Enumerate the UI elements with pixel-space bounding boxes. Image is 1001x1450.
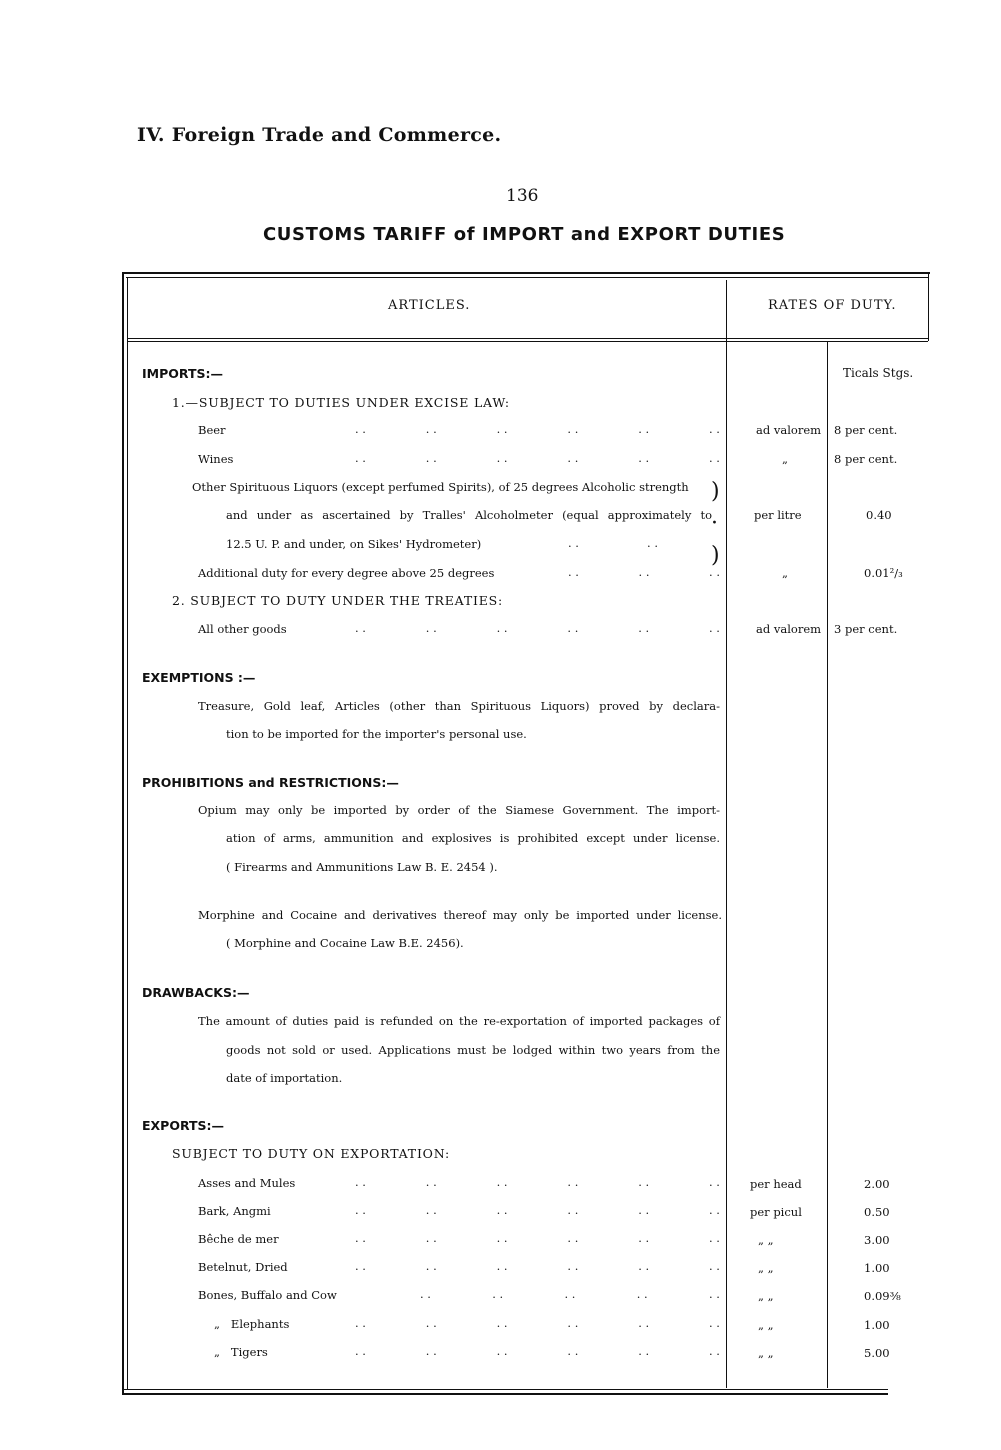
prohibitions-text: ( Morphine and Cocaine Law B.E. 2456). — [226, 936, 464, 950]
imports-heading: IMPORTS:— — [142, 366, 223, 381]
article-name: Asses and Mules — [198, 1176, 296, 1190]
leader-dots: · · · · · · · · · · · · — [355, 1319, 720, 1333]
exemptions-text: tion to be imported for the importer's personal use. — [226, 727, 527, 741]
duty-basis: per picul — [750, 1205, 802, 1219]
exemptions-heading: EXEMPTIONS :— — [142, 670, 256, 685]
table-bottom-rule-2 — [122, 1393, 888, 1395]
drawbacks-text: date of importation. — [226, 1071, 343, 1085]
duty-basis: „ „ — [758, 1318, 774, 1332]
duty-rate: 1.00 — [864, 1318, 890, 1332]
leader-dots: · · · · · · — [568, 568, 720, 582]
article-name: Bêche de mer — [198, 1232, 279, 1246]
article-name: Wines — [198, 452, 234, 466]
article-name: Bark, Angmi — [198, 1204, 271, 1218]
duty-basis: „ „ — [758, 1233, 774, 1247]
imports-subheading-treaties: 2. SUBJECT TO DUTY UNDER THE TREATIES: — [172, 593, 504, 608]
leader-dots: · · · · · · · · · · · · — [355, 624, 720, 638]
duty-basis: „ „ — [758, 1346, 774, 1360]
column-header-rates: RATES OF DUTY. — [768, 298, 897, 313]
prohibitions-text: Morphine and Cocaine and derivatives thereof may only be imported under license. — [198, 908, 722, 922]
leader-dots: · · · · · · · · · · · · — [355, 1234, 720, 1248]
duty-rate: 8 per cent. — [834, 452, 898, 466]
duty-rate: 2.00 — [864, 1177, 890, 1191]
currency-label: Ticals Stgs. — [843, 366, 914, 380]
duty-rate: 0.50 — [864, 1205, 890, 1219]
article-name: Bones, Buffalo and Cow — [198, 1288, 337, 1302]
duty-basis: „ — [782, 452, 788, 466]
prohibitions-text: Opium may only be imported by order of the Siamese Government. The import- — [198, 803, 720, 817]
duty-basis: „ — [782, 566, 788, 580]
duty-rate: 8 per cent. — [834, 423, 898, 437]
article-name: Betelnut, Dried — [198, 1260, 288, 1274]
table-bottom-rule — [122, 1389, 888, 1390]
column-divider-articles — [726, 280, 727, 1388]
article-name: „ Tigers — [214, 1345, 268, 1359]
prohibitions-heading: PROHIBITIONS and RESTRICTIONS:— — [142, 775, 399, 790]
duty-basis: ad valorem — [756, 423, 822, 437]
duty-rate: 3.00 — [864, 1233, 890, 1247]
table-top-rule-inner — [126, 277, 928, 278]
table-right-rule — [928, 272, 929, 341]
leader-dots: · · · · · · · · · · · · — [355, 425, 720, 439]
exports-heading: EXPORTS:— — [142, 1118, 225, 1133]
duty-basis: ad valorem — [756, 622, 822, 636]
article-name: Additional duty for every degree above 25 degrees — [198, 566, 495, 580]
table-left-rule — [122, 272, 124, 1394]
drawbacks-heading: DRAWBACKS:— — [142, 985, 250, 1000]
leader-dots: · · · · · · · · · · · · — [355, 1347, 720, 1361]
leader-dots: · · · · · · · · · · — [420, 1290, 720, 1304]
page-number: 136 — [506, 186, 539, 206]
duty-basis: per head — [750, 1177, 802, 1191]
article-line: and under as ascertained by Tralles' Alcoholmeter (equal approximately to — [226, 508, 712, 522]
document-title: CUSTOMS TARIFF of IMPORT and EXPORT DUTIES — [263, 224, 786, 245]
article-line: Other Spirituous Liquors (except perfumed Spirits), of 25 degrees Alcoholic strength — [192, 480, 689, 494]
article-line: 12.5 U. P. and under, on Sikes' Hydrometer) — [226, 537, 482, 551]
header-rule — [128, 338, 928, 339]
duty-rate: 0.40 — [866, 508, 892, 522]
duty-rate: 0.01²/₃ — [864, 566, 903, 580]
leader-dots: · · · · — [568, 539, 658, 553]
column-header-articles: ARTICLES. — [388, 298, 471, 313]
drawbacks-text: The amount of duties paid is refunded on the re-exportation of imported packages of — [198, 1014, 720, 1028]
duty-rate: 1.00 — [864, 1261, 890, 1275]
column-divider-rates — [827, 342, 828, 1388]
header-rule-2 — [128, 341, 928, 342]
leader-dots: · · · · · · · · · · · · — [355, 454, 720, 468]
table-left-rule-inner — [127, 277, 128, 1389]
exemptions-text: Treasure, Gold leaf, Articles (other than Spirituous Liquors) proved by declara- — [198, 699, 720, 713]
prohibitions-text: ation of arms, ammunition and explosives is prohibited except under license. — [226, 831, 720, 845]
article-name: Beer — [198, 423, 226, 437]
duty-basis: per litre — [754, 508, 802, 522]
duty-rate: 3 per cent. — [834, 622, 898, 636]
leader-dots: · · · · · · · · · · · · — [355, 1178, 720, 1192]
section-title: IV. Foreign Trade and Commerce. — [137, 124, 502, 146]
imports-subheading-excise: 1.—SUBJECT TO DUTIES UNDER EXCISE LAW: — [172, 395, 510, 410]
duty-basis: „ „ — [758, 1261, 774, 1275]
table-top-rule — [122, 272, 930, 274]
duty-rate: 5.00 — [864, 1346, 890, 1360]
article-name: „ Elephants — [214, 1317, 290, 1331]
exports-subheading: SUBJECT TO DUTY ON EXPORTATION: — [172, 1146, 451, 1161]
prohibitions-text: ( Firearms and Ammunitions Law B. E. 2454 ). — [226, 860, 498, 874]
drawbacks-text: goods not sold or used. Applications must be lodged within two years from the — [226, 1043, 720, 1057]
duty-basis: „ „ — [758, 1289, 774, 1303]
duty-rate: 0.09⅜ — [864, 1289, 901, 1303]
leader-dots: · · · · · · · · · · · · — [355, 1206, 720, 1220]
article-name: All other goods — [198, 622, 287, 636]
leader-dots: · · · · · · · · · · · · — [355, 1262, 720, 1276]
brace-glyph: ) · ) — [711, 479, 720, 568]
